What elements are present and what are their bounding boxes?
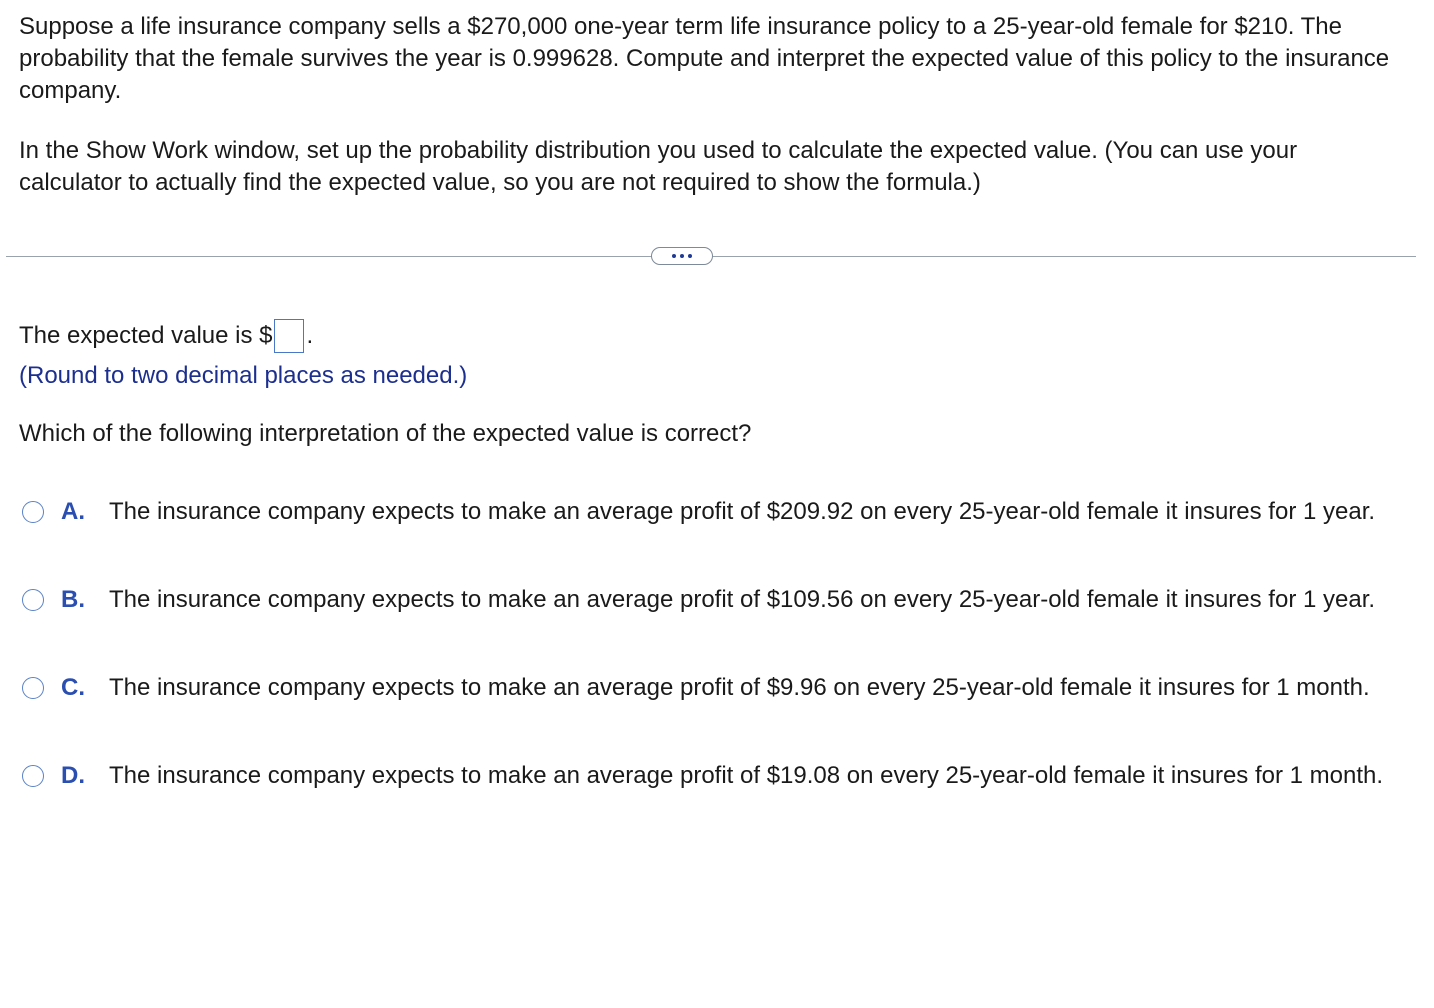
option-b[interactable]: [22, 583, 1412, 617]
option-a[interactable]: [22, 495, 1412, 529]
answer-period: .: [306, 322, 314, 349]
radio-button-icon[interactable]: [22, 589, 44, 611]
option-letter: A.: [61, 498, 85, 525]
option-letter: C.: [61, 674, 85, 701]
ellipsis-dot-icon: [680, 254, 684, 258]
option-c[interactable]: [22, 671, 1412, 705]
option-text: The insurance company expects to make an average profit of $209.92 on every 25-year-old female it insures for 1 year.: [109, 498, 1376, 525]
ellipsis-dot-icon: [688, 254, 692, 258]
rounding-hint: (Round to two decimal places as needed.): [19, 362, 468, 389]
interpretation-question: Which of the following interpretation of the expected value is correct?: [19, 420, 752, 447]
show-work-instructions: In the Show Work window, set up the probability distribution you used to calculate the expected value. (You can use your calculator to actually find the expected value, so you are not required to show the formula.): [19, 137, 1298, 196]
option-text: The insurance company expects to make an average profit of $19.08 on every 25-year-old female it insures for 1 month.: [109, 762, 1384, 789]
more-options-button[interactable]: [651, 247, 713, 265]
radio-button-icon[interactable]: [22, 501, 44, 523]
radio-button-icon[interactable]: [22, 765, 44, 787]
problem-statement: Suppose a life insurance company sells a $270,000 one-year term life insurance policy to a 25-year-old female for $210. The probability that the female survives the year is 0.999628. Compute and interpret the expected value of this policy to the insurance company.: [19, 13, 1390, 104]
option-text: The insurance company expects to make an average profit of $109.56 on every 25-year-old female it insures for 1 year.: [109, 586, 1376, 613]
option-text: The insurance company expects to make an average profit of $9.96 on every 25-year-old female it insures for 1 month.: [109, 674, 1370, 701]
option-d[interactable]: [22, 759, 1412, 793]
expected-value-answer-line: [19, 318, 313, 354]
ellipsis-dot-icon: [672, 254, 676, 258]
option-letter: B.: [61, 586, 85, 613]
expected-value-label: The expected value is $: [19, 322, 273, 349]
radio-button-icon[interactable]: [22, 677, 44, 699]
expected-value-input[interactable]: [274, 319, 304, 353]
option-letter: D.: [61, 762, 85, 789]
